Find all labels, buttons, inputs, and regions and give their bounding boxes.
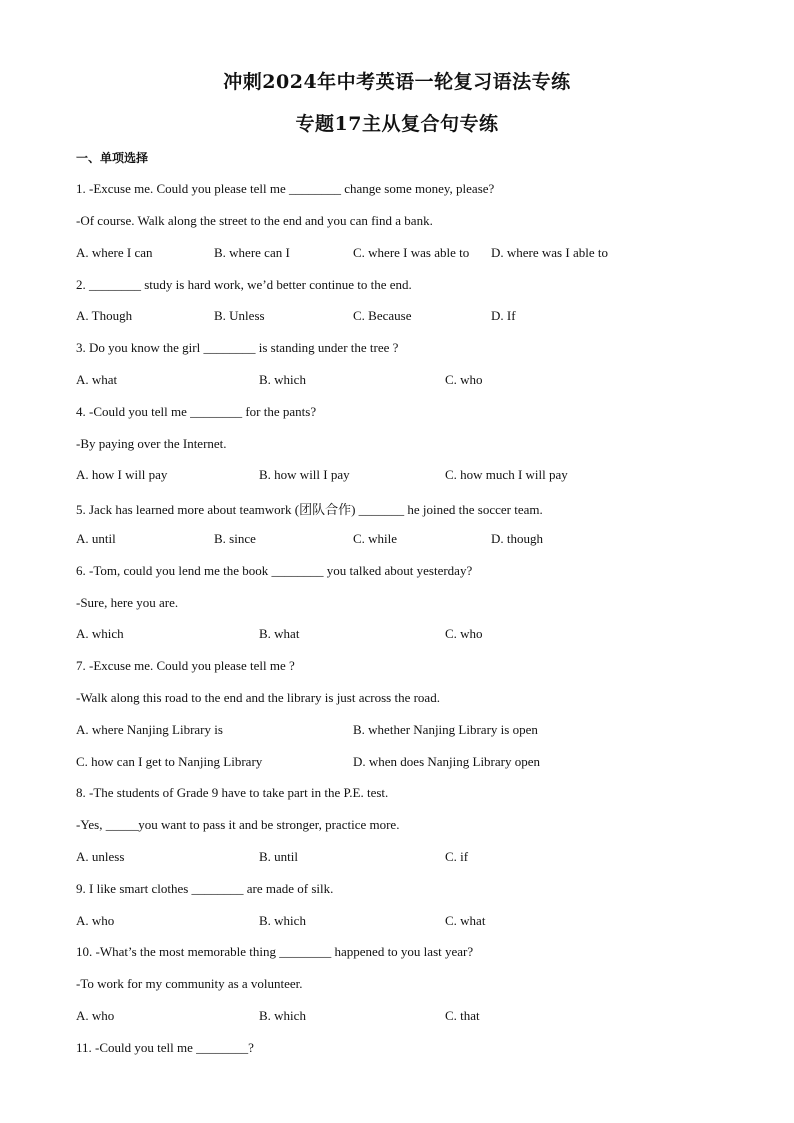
question-3-option-c: C. who: [445, 372, 483, 387]
question-6-stem: 6. -Tom, could you lend me the book ________ you talked about yesterday?: [76, 563, 473, 578]
question-10-option-c: C. that: [445, 1008, 480, 1023]
document-subtitle: 专题17主从复合句专练: [295, 113, 499, 135]
question-10-option-a: A. who: [76, 1008, 115, 1023]
document-title: 冲刺2024年中考英语一轮复习语法专练: [223, 71, 571, 93]
question-5-option-a: A. until: [76, 531, 116, 546]
section-heading: 一、单项选择: [76, 151, 149, 165]
question-7-option-a: A. where Nanjing Library is: [76, 722, 223, 737]
question-5-option-c: C. while: [353, 531, 398, 546]
question-4-option-c: C. how much I will pay: [445, 467, 568, 482]
question-6-option-b: B. what: [259, 626, 300, 641]
question-7-option-b: B. whether Nanjing Library is open: [353, 722, 538, 737]
question-4-stem: 4. -Could you tell me ________ for the pants?: [76, 404, 317, 419]
question-4-option-a: A. how I will pay: [76, 467, 168, 482]
question-7-option-d: D. when does Nanjing Library open: [353, 754, 541, 769]
question-4-option-b: B. how will I pay: [259, 467, 350, 482]
question-8-option-c: C. if: [445, 849, 469, 864]
question-10-stem: 10. -What’s the most memorable thing ________ happened to you last year?: [76, 944, 474, 959]
question-11-stem: 11. -Could you tell me ________?: [76, 1040, 254, 1055]
question-3-stem: 3. Do you know the girl ________ is standing under the tree ?: [76, 340, 399, 355]
question-1-option-c: C. where I was able to: [353, 245, 470, 260]
question-2-option-a: A. Though: [76, 308, 133, 323]
question-1-option-a: A. where I can: [76, 245, 153, 260]
question-5-option-d: D. though: [491, 531, 543, 546]
question-2-stem: 2. ________ study is hard work, we’d better continue to the end.: [76, 277, 412, 292]
question-1-option-b: B. where can I: [214, 245, 290, 260]
question-10-reply: -To work for my community as a volunteer.: [76, 976, 303, 991]
question-6-option-c: C. who: [445, 626, 483, 641]
question-1-reply: -Of course. Walk along the street to the end and you can find a bank.: [76, 213, 433, 228]
question-1-option-d: D. where was I able to: [491, 245, 608, 260]
question-9-option-c: C. what: [445, 913, 486, 928]
question-5-stem: 5. Jack has learned more about teamwork (团队合作) _______ he joined the soccer team.: [76, 502, 543, 517]
question-7-stem: 7. -Excuse me. Could you please tell me ?: [76, 658, 295, 673]
question-7-option-c: C. how can I get to Nanjing Library: [76, 754, 263, 769]
question-2-option-c: C. Because: [353, 308, 412, 323]
question-4-reply: -By paying over the Internet.: [76, 436, 227, 451]
question-9-stem: 9. I like smart clothes ________ are made of silk.: [76, 881, 334, 896]
question-7-reply: -Walk along this road to the end and the library is just across the road.: [76, 690, 440, 705]
question-9-option-b: B. which: [259, 913, 306, 928]
question-6-option-a: A. which: [76, 626, 124, 641]
question-2-option-d: D. If: [491, 308, 516, 323]
question-9-option-a: A. who: [76, 913, 115, 928]
question-1-stem: 1. -Excuse me. Could you please tell me ________ change some money, please?: [76, 181, 495, 196]
question-6-reply: -Sure, here you are.: [76, 595, 179, 610]
question-5-option-b: B. since: [214, 531, 256, 546]
question-8-option-b: B. until: [259, 849, 299, 864]
question-3-option-b: B. which: [259, 372, 306, 387]
question-8-option-a: A. unless: [76, 849, 125, 864]
question-10-option-b: B. which: [259, 1008, 306, 1023]
question-2-option-b: B. Unless: [214, 308, 265, 323]
question-3-option-a: A. what: [76, 372, 118, 387]
question-8-stem: 8. -The students of Grade 9 have to take part in the P.E. test.: [76, 785, 389, 800]
question-8-reply: -Yes, _____you want to pass it and be stronger, practice more.: [76, 817, 400, 832]
